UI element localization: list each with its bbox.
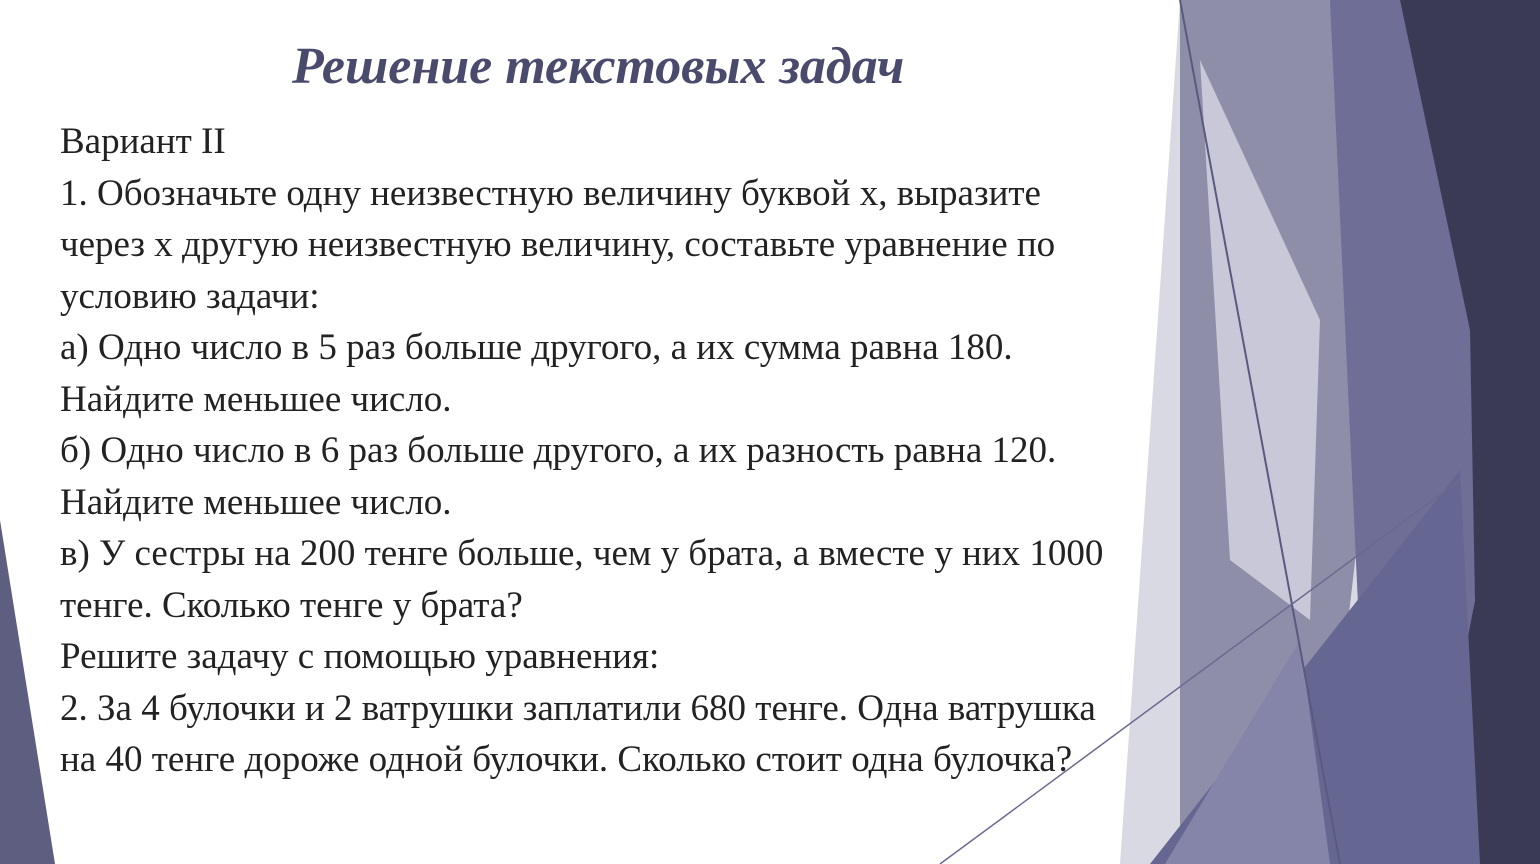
slide-body (60, 116, 1290, 786)
text-line: б) Одно число в 6 раз больше другого, а их разность равна 120. (60, 430, 1057, 471)
text-line: в) У сестры на 200 тенге больше, чем у брата, а вместе у них 1000 (60, 533, 1104, 574)
text-line: а) Одно число в 5 раз больше другого, а их сумма равна 180. (60, 327, 1013, 368)
text-line: 2. За 4 булочки и 2 ватрушки заплатили 680 тенге. Одна ватрушка (60, 687, 1096, 729)
slide-title: Решение текстовых задач (292, 38, 905, 95)
text-line: тенге. Сколько тенге у брата? (60, 584, 523, 626)
text-line: через х другую неизвестную величину, составьте уравнение по (60, 224, 1056, 265)
text-line: Решите задачу с помощью уравнения: (60, 636, 660, 677)
left-facet (0, 520, 55, 864)
text-line: условию задачи: (60, 275, 320, 317)
text-line: Найдите меньшее число. (60, 378, 452, 420)
text-line: на 40 тенге дороже одной булочки. Сколько стоит одна булочка? (60, 739, 1073, 780)
text-line: Найдите меньшее число. (60, 481, 452, 523)
text-line: 1. Обозначьте одну неизвестную величину буквой х, выразите (60, 172, 1041, 214)
text-line: Вариант II (60, 121, 226, 162)
